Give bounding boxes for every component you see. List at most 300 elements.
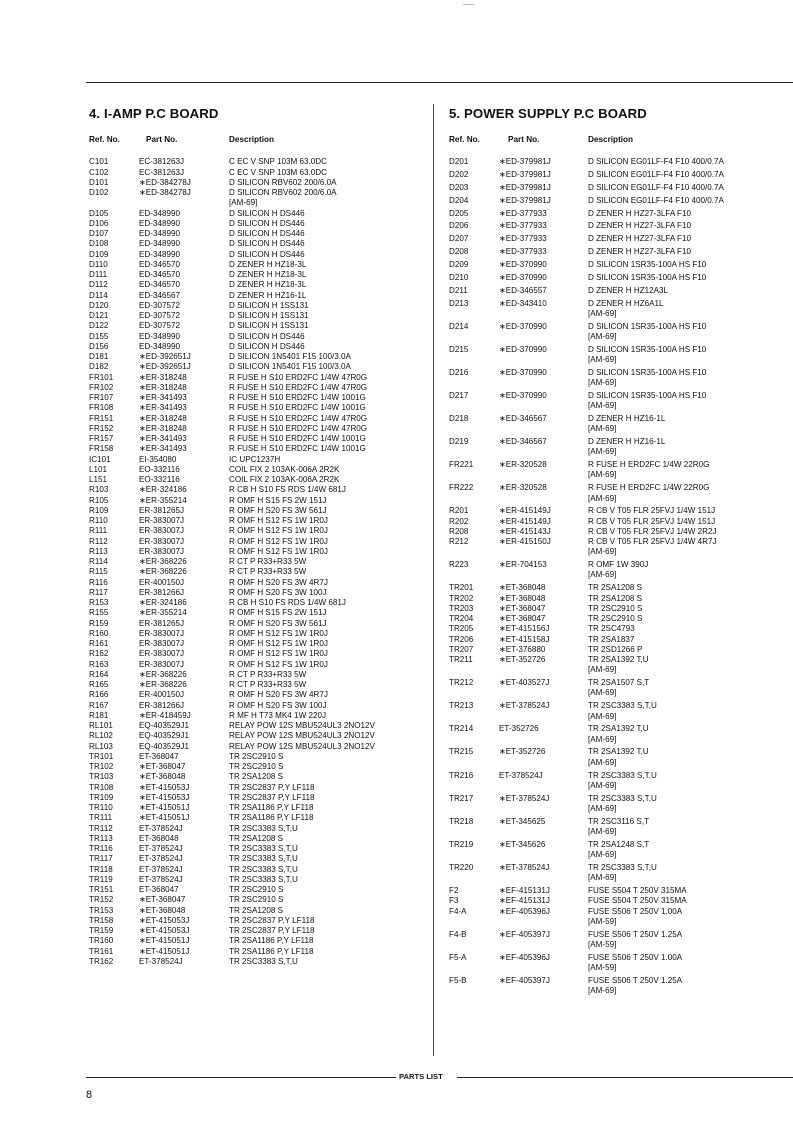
part-no: ED-307572 xyxy=(139,311,180,320)
part-no: ER-400150J xyxy=(139,577,184,587)
description-line: [AM-69] xyxy=(588,547,617,557)
table-row xyxy=(89,332,429,342)
part-no: ER-381265J xyxy=(139,505,184,515)
table-row xyxy=(449,794,789,815)
table-row xyxy=(89,772,429,782)
description-line: FUSE S506 T 250V 1.00A xyxy=(588,906,683,916)
description: R OMF H S20 FS 3W 100J xyxy=(229,700,327,710)
ref-no xyxy=(449,299,499,320)
part-no: EO-332116 xyxy=(139,475,180,484)
description-line: TR 2SC3383 S,T,U xyxy=(588,701,657,711)
ref-no: D105 xyxy=(89,208,109,218)
description xyxy=(588,953,789,974)
col-part-header: Part No. xyxy=(146,135,178,144)
ref-no xyxy=(449,234,499,244)
table-row xyxy=(449,286,789,296)
table-row xyxy=(89,178,429,188)
ref-no: TR103 xyxy=(89,772,114,782)
ref-no-line: D213 xyxy=(449,298,469,308)
part-no xyxy=(499,701,588,722)
description-line: [AM-69] xyxy=(588,354,617,364)
table-row xyxy=(449,437,789,458)
ref-no-line: D209 xyxy=(449,260,469,269)
table-row xyxy=(89,188,429,198)
table-row xyxy=(89,455,429,465)
description xyxy=(588,368,789,389)
description: R OMF H S12 FS 1W 1R0J xyxy=(229,546,328,556)
table-row xyxy=(449,506,789,557)
ref-no xyxy=(449,368,499,389)
part-no: ∗ED-392651J xyxy=(139,362,191,372)
part-no-line: ∗ED-379981J xyxy=(499,182,551,192)
ref-no-line: D218 xyxy=(449,414,469,423)
description xyxy=(588,930,789,951)
description-line: TR 2SA1392 T,U xyxy=(588,724,649,734)
description-line: D ZENER H HZ16-1L xyxy=(588,437,666,447)
ref-no xyxy=(449,794,499,815)
description xyxy=(588,771,789,792)
table-row xyxy=(89,557,429,567)
page-number: 8 xyxy=(86,1089,93,1101)
ref-no xyxy=(449,286,499,296)
ref-no: D181 xyxy=(89,352,109,361)
table-row xyxy=(89,485,429,495)
description: D SILICON H DS446 xyxy=(229,208,305,218)
description-line: D SILICON EG01LF-F4 F10 400/0.7A xyxy=(588,182,724,192)
description xyxy=(588,747,789,768)
part-no xyxy=(499,771,588,792)
description-line: [AM-69] xyxy=(588,570,617,580)
description-line: D SILICON 1SR35-100A HS F10 xyxy=(588,367,707,377)
description-line: R CB V T05 FLR 25FVJ 1/4W 2R2J xyxy=(588,526,717,536)
description-line: [AM-69] xyxy=(588,757,617,767)
part-no xyxy=(499,678,588,699)
table-row xyxy=(89,619,429,629)
ref-no: TR160 xyxy=(89,936,114,946)
part-no xyxy=(499,414,588,435)
ref-no: RL102 xyxy=(89,731,113,741)
table-row xyxy=(89,424,429,434)
ref-no-line: R201 xyxy=(449,506,469,516)
part-no xyxy=(499,157,588,167)
ref-no xyxy=(449,701,499,722)
ref-no: R153 xyxy=(89,598,109,607)
ref-no: TR153 xyxy=(89,905,114,915)
ref-no-line: F2 xyxy=(449,886,459,895)
description-line: D ZENER H HZ16-1L xyxy=(588,414,666,423)
part-no: ED-348990 xyxy=(139,239,180,249)
ref-no-line: D210 xyxy=(449,272,469,282)
table-row xyxy=(449,234,789,244)
part-no: ER-383007J xyxy=(139,628,184,638)
description: C EC V SNP 103M 63.0DC xyxy=(229,157,327,167)
ref-no: FR101 xyxy=(89,372,114,382)
description-line: TR 2SD1266 P xyxy=(588,644,643,654)
part-no-line: ∗EF-415131J xyxy=(499,896,550,906)
part-no: ET-378524J xyxy=(139,854,183,864)
part-no: ∗ET-368047 xyxy=(139,762,186,771)
part-no xyxy=(499,724,588,745)
part-no xyxy=(499,794,588,815)
description: TR 2SC2910 S xyxy=(229,885,284,894)
table-row xyxy=(89,362,429,372)
table-row xyxy=(89,373,429,383)
description: D SILICON H 1SS131 xyxy=(229,311,309,320)
part-no xyxy=(499,345,588,366)
description: R OMF H S20 FS 3W 100J xyxy=(229,587,327,597)
column-divider xyxy=(433,104,434,1056)
ref-no: D121 xyxy=(89,311,109,320)
table-row xyxy=(89,219,429,229)
description-line: [AM-69] xyxy=(588,470,617,480)
ref-no: FR108 xyxy=(89,403,114,413)
table-row xyxy=(89,690,429,700)
description xyxy=(588,863,789,884)
table-row xyxy=(449,817,789,838)
power-supply-board-section xyxy=(449,106,789,999)
part-no: ∗ET-368048 xyxy=(139,905,186,915)
part-no-line: ∗ED-379981J xyxy=(499,195,551,205)
description-line: FUSE S506 T 250V 1.25A xyxy=(588,975,683,985)
ref-no-line: F4-B xyxy=(449,929,467,939)
description xyxy=(588,299,789,320)
description xyxy=(588,183,789,193)
part-no: EI-354080 xyxy=(139,454,177,464)
ref-no: L101 xyxy=(89,464,108,474)
description xyxy=(588,460,789,481)
part-no: ER-383007J xyxy=(139,536,184,546)
description-line: TR 2SC2910 S xyxy=(588,603,643,613)
description: R FUSE H S10 ERD2FC 1/4W 1001G xyxy=(229,403,366,413)
table-row xyxy=(89,598,429,608)
part-no-line: ∗ET-403527J xyxy=(499,678,550,688)
table-header xyxy=(449,135,789,145)
part-no-line: ∗EF-405396J xyxy=(499,906,550,916)
part-no: ∗ED-384278J xyxy=(139,177,191,187)
description: D SILICON H 1SS131 xyxy=(229,300,309,310)
table-row xyxy=(89,854,429,864)
ref-no-line: D203 xyxy=(449,182,469,192)
description: TR 2SC3383 S,T,U xyxy=(229,874,298,884)
ref-no: FR157 xyxy=(89,434,114,443)
table-row xyxy=(449,260,789,270)
ref-no xyxy=(449,345,499,366)
ref-no-line: TR211 xyxy=(449,655,473,665)
description: RELAY POW 12S MBU524UL3 2NO12V xyxy=(229,721,375,730)
description xyxy=(588,260,789,270)
table-row xyxy=(449,345,789,366)
ref-no-line: D202 xyxy=(449,170,469,180)
table-row xyxy=(89,239,429,249)
table-row xyxy=(89,639,429,649)
description-line: R CB V T05 FLR 25FVJ 1/4W 4R7J xyxy=(588,537,717,547)
ref-no: TR152 xyxy=(89,895,114,905)
table-row xyxy=(449,157,789,167)
description: R FUSE H S10 ERD2FC 1/4W 1001G xyxy=(229,393,366,402)
part-no-line: ∗ET-415156J xyxy=(499,624,550,634)
ref-no-line: D201 xyxy=(449,157,469,167)
ref-no: R111 xyxy=(89,526,108,536)
part-no: EC-381263J xyxy=(139,157,184,167)
ref-no-line: TR205 xyxy=(449,624,474,634)
description xyxy=(588,170,789,180)
part-no-line: ∗ET-378524J xyxy=(499,862,550,872)
description-line: [AM-69] xyxy=(588,493,617,503)
description: D ZENER H HZ18-3L xyxy=(229,259,307,269)
part-no xyxy=(499,299,588,320)
ref-no: D112 xyxy=(89,280,108,290)
part-no xyxy=(499,863,588,884)
ref-no: R161 xyxy=(89,639,109,648)
table-row xyxy=(449,863,789,884)
part-no xyxy=(499,976,588,997)
description xyxy=(588,157,789,167)
ref-no: FR151 xyxy=(89,413,114,423)
description: R CT P R33+R33 5W xyxy=(229,557,307,566)
part-no-line: ∗ET-368047 xyxy=(499,603,546,613)
part-no: ∗ER-318248 xyxy=(139,423,187,433)
ref-no: D111 xyxy=(89,270,108,279)
ref-no-line: D216 xyxy=(449,367,469,377)
part-no: ED-348990 xyxy=(139,331,180,341)
ref-no: R160 xyxy=(89,628,109,638)
table-row xyxy=(449,583,789,675)
ref-no-line: D214 xyxy=(449,321,469,331)
description-line: D ZENER H HZ12A3L xyxy=(588,285,669,295)
part-no: ∗ET-415053J xyxy=(139,915,190,925)
description xyxy=(588,678,789,699)
description: R OMF H S20 FS 3W 561J xyxy=(229,618,327,628)
part-no-line: ∗ED-346557 xyxy=(499,285,547,295)
description-line: TR 2SC3383 S,T,U xyxy=(588,862,657,872)
ref-no: TR112 xyxy=(89,823,113,833)
part-no-line: ∗ET-352726 xyxy=(499,747,546,757)
description: R FUSE H S10 ERD2FC 1/4W 47R0G xyxy=(229,382,368,392)
ref-no-line: TR219 xyxy=(449,839,474,849)
ref-no xyxy=(449,560,499,581)
part-no: ER-383007J xyxy=(139,526,184,536)
table-row xyxy=(89,342,429,352)
part-no xyxy=(499,209,588,219)
part-no: ET-378524J xyxy=(139,874,183,884)
ref-no: R164 xyxy=(89,669,109,679)
col-ref-header: Ref. No. xyxy=(449,135,480,144)
description: R OMF H S12 FS 1W 1R0J xyxy=(229,639,328,648)
part-no-line: ∗ER-415150J xyxy=(499,537,551,547)
description: R OMF H S20 FS 3W 561J xyxy=(229,505,327,515)
description: TR 2SC3383 S,T,U xyxy=(229,864,298,874)
description: R MF H T73 MK4 1W 220J xyxy=(229,710,327,720)
section-title: 4. I-AMP P.C BOARD xyxy=(89,106,219,121)
ref-no-line: TR201 xyxy=(449,583,474,593)
description: R OMF H S15 FS 2W 151J xyxy=(229,495,327,505)
description-line: D SILICON EG01LF-F4 F10 400/0.7A xyxy=(588,195,724,205)
description: TR 2SC3383 S,T,U xyxy=(229,823,298,833)
ref-no: R105 xyxy=(89,495,109,505)
part-no-line: ∗ET-378524J xyxy=(499,793,550,803)
part-no xyxy=(499,437,588,458)
part-no: ER-383007J xyxy=(139,659,184,669)
description: TR 2SC3383 S,T,U xyxy=(229,956,298,966)
description: D SILICON H DS446 xyxy=(229,229,305,238)
table-row xyxy=(89,865,429,875)
part-no: ET-368048 xyxy=(139,833,179,843)
description: D SILICON H DS446 xyxy=(229,239,305,249)
description: TR 2SC2837 P,Y LF118 xyxy=(229,782,315,792)
ref-no: RL101 xyxy=(89,721,113,730)
part-no-line: ∗ET-368047 xyxy=(499,614,546,624)
table-row xyxy=(449,747,789,768)
part-no: ∗ET-368048 xyxy=(139,772,186,782)
part-no-line: ET-352726 xyxy=(499,724,539,734)
part-no xyxy=(499,583,588,675)
table-row xyxy=(89,393,429,403)
ref-no: R166 xyxy=(89,690,109,700)
table-row xyxy=(89,824,429,834)
table-row xyxy=(449,483,789,504)
table-row xyxy=(89,229,429,239)
ref-no-line: F5-B xyxy=(449,975,467,985)
part-no: ED-348990 xyxy=(139,249,180,259)
ref-no: R162 xyxy=(89,649,109,659)
description xyxy=(588,286,789,296)
description-line: FUSE S504 T 250V 315MA xyxy=(588,896,687,906)
description: C EC V SNP 103M 63.0DC xyxy=(229,167,327,177)
description: TR 2SC2910 S xyxy=(229,895,284,905)
description: R OMF H S12 FS 1W 1R0J xyxy=(229,649,328,659)
part-no: ∗ET-415051J xyxy=(139,803,190,812)
table-row xyxy=(89,526,429,536)
ref-no xyxy=(449,260,499,270)
part-no: ∗ET-415051J xyxy=(139,813,190,823)
table-row xyxy=(89,721,429,731)
ref-no: TR118 xyxy=(89,864,113,874)
ref-no-line: F3 xyxy=(449,896,459,906)
part-no xyxy=(499,560,588,581)
description: R OMF H S12 FS 1W 1R0J xyxy=(229,516,328,525)
ref-no xyxy=(449,771,499,792)
part-no xyxy=(499,817,588,838)
description-line: FUSE S506 T 250V 1.00A xyxy=(588,952,683,962)
parts-list xyxy=(449,157,789,996)
description: R FUSE H S10 ERD2FC 1/4W 47R0G xyxy=(229,372,368,382)
ref-no-line: D206 xyxy=(449,221,469,231)
col-desc-header: Description xyxy=(229,135,275,144)
table-row xyxy=(89,670,429,680)
part-no xyxy=(499,483,588,504)
ref-no xyxy=(449,976,499,997)
description-line: [AM-59] xyxy=(588,962,617,972)
description-line: [AM-69] xyxy=(588,780,617,790)
ref-no-line: D217 xyxy=(449,390,469,400)
parts-list xyxy=(89,157,429,967)
description: D SILICON H DS446 xyxy=(229,218,305,228)
table-row xyxy=(89,629,429,639)
table-row xyxy=(89,157,429,167)
description-line: D SILICON 1SR35-100A HS F10 xyxy=(588,260,707,269)
description: [AM-69] xyxy=(229,198,258,208)
description xyxy=(588,273,789,283)
description: R OMF H S20 FS 3W 4R7J xyxy=(229,690,328,700)
table-row xyxy=(89,742,429,752)
description-line: D ZENER H HZ6A1L xyxy=(588,298,664,308)
ref-no: TR110 xyxy=(89,803,113,812)
description: R CB H S10 FS RDS 1/4W 681J xyxy=(229,598,346,607)
ref-no-line: TR218 xyxy=(449,816,474,826)
table-row xyxy=(89,834,429,844)
description-line: [AM-69] xyxy=(588,850,617,860)
description: TR 2SC3383 S,T,U xyxy=(229,844,298,853)
table-header xyxy=(89,135,429,145)
description xyxy=(588,724,789,745)
description-line: R FUSE H ERD2FC 1/4W 22R0G xyxy=(588,483,710,493)
part-no: ED-348990 xyxy=(139,229,180,238)
table-row xyxy=(89,198,429,208)
description-line: [AM-59] xyxy=(588,916,617,926)
description-line: TR 2SA1507 S,T xyxy=(588,678,650,688)
table-row xyxy=(449,368,789,389)
table-row xyxy=(89,209,429,219)
description: TR 2SA1208 S xyxy=(229,772,283,782)
part-no xyxy=(139,198,229,208)
ref-no: R117 xyxy=(89,587,108,597)
ref-no: L151 xyxy=(89,475,108,484)
ref-no: FR107 xyxy=(89,393,114,402)
ref-no xyxy=(449,840,499,861)
part-no: ∗ER-324186 xyxy=(139,485,187,495)
ref-no: TR102 xyxy=(89,762,114,771)
ref-no: D101 xyxy=(89,177,109,187)
ref-no xyxy=(449,863,499,884)
part-no xyxy=(499,886,588,927)
table-row xyxy=(89,895,429,905)
ref-no: R181 xyxy=(89,710,109,720)
ref-no: R116 xyxy=(89,577,108,587)
table-row xyxy=(89,321,429,331)
description-line: D SILICON 1SR35-100A HS F10 xyxy=(588,344,707,354)
iamp-board-section xyxy=(89,106,429,967)
description: R OMF H S12 FS 1W 1R0J xyxy=(229,659,328,669)
description: R FUSE H S10 ERD2FC 1/4W 1001G xyxy=(229,444,366,454)
description: R FUSE H S10 ERD2FC 1/4W 47R0G xyxy=(229,413,368,423)
description: R OMF H S20 FS 3W 4R7J xyxy=(229,577,328,587)
part-no: ∗ER-341493 xyxy=(139,403,187,413)
table-row xyxy=(449,414,789,435)
ref-no: R112 xyxy=(89,536,108,546)
footer-rule xyxy=(457,1077,793,1078)
description: D SILICON H DS446 xyxy=(229,341,305,351)
table-row xyxy=(89,301,429,311)
table-row xyxy=(449,886,789,927)
description: D SILICON 1N5401 F15 100/3.0A xyxy=(229,362,351,372)
part-no-line: ∗ET-376880 xyxy=(499,644,546,654)
description-line: [AM-69] xyxy=(588,331,617,341)
description-line: TR 2SA1392 T,U xyxy=(588,747,649,757)
description: D ZENER H HZ18-3L xyxy=(229,280,307,290)
description: D SILICON RBV602 200/6.0A xyxy=(229,177,337,187)
description: TR 2SC2837 P,Y LF118 xyxy=(229,926,315,935)
col-part-header: Part No. xyxy=(508,135,540,144)
part-no-line: ∗ER-415149J xyxy=(499,516,551,526)
description-line: TR 2SC3116 S,T xyxy=(588,816,650,826)
part-no: EQ-403529J1 xyxy=(139,731,189,741)
description-line: TR 2SC3383 S,T,U xyxy=(588,770,657,780)
table-row xyxy=(89,280,429,290)
description: D SILICON RBV602 200/6.0A xyxy=(229,188,337,197)
ref-no xyxy=(449,391,499,412)
table-row xyxy=(89,567,429,577)
part-no: ∗ET-368047 xyxy=(139,895,186,905)
